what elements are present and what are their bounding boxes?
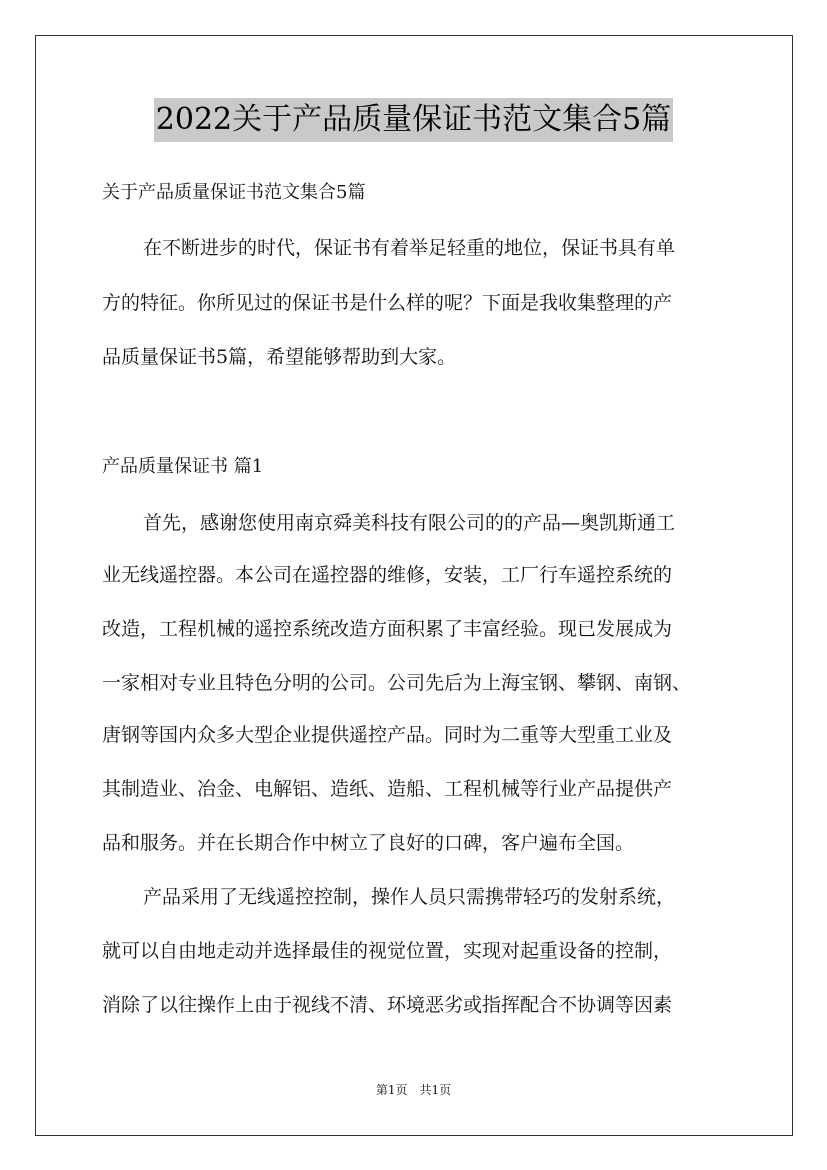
para1-line-7: 品和服务。并在长期合作中树立了良好的口碑，客户遍布全国。 (102, 832, 635, 854)
title-container (0, 98, 827, 142)
section-heading: 产品质量保证书 篇1 (102, 456, 264, 477)
document-subtitle: 关于产品质量保证书范文集合5篇 (102, 182, 366, 203)
para1-line-5: 唐钢等国内众多大型企业提供遥控产品。同时为二重等大型重工业及 (102, 724, 673, 746)
intro-line-1: 在不断进步的时代，保证书有着举足轻重的地位，保证书具有单 (143, 237, 676, 259)
para1-line-2: 业无线遥控器。本公司在遥控器的维修，安装，工厂行车遥控系统的 (102, 564, 673, 586)
para2-line-2: 就可以自由地走动并选择最佳的视觉位置，实现对起重设备的控制， (102, 940, 673, 962)
intro-line-3: 品质量保证书5篇，希望能够帮助到大家。 (102, 346, 457, 368)
page-number-label: 第1页 共1页 (375, 1083, 452, 1097)
para2-line-3: 消除了以往操作上由于视线不清、环境恶劣或指挥配合不协调等因素 (102, 994, 673, 1016)
para2-line-1: 产品采用了无线遥控控制，操作人员只需携带轻巧的发射系统， (143, 886, 676, 908)
page-footer (0, 1082, 827, 1098)
para1-line-3: 改造，工程机械的遥控系统改造方面积累了丰富经验。现已发展成为 (102, 618, 673, 640)
para1-line-6: 其制造业、冶金、电解铝、造纸、造船、工程机械等行业产品提供产 (102, 778, 673, 800)
document-title: 2022关于产品质量保证书范文集合5篇 (154, 98, 673, 142)
para1-line-1: 首先，感谢您使用南京舜美科技有限公司的的产品—奥凯斯通工 (143, 512, 676, 534)
para1-line-4: 一家相对专业且特色分明的公司。公司先后为上海宝钢、攀钢、南钢、 (102, 672, 692, 694)
intro-line-2: 方的特征。你所见过的保证书是什么样的呢？下面是我收集整理的产 (102, 292, 673, 314)
